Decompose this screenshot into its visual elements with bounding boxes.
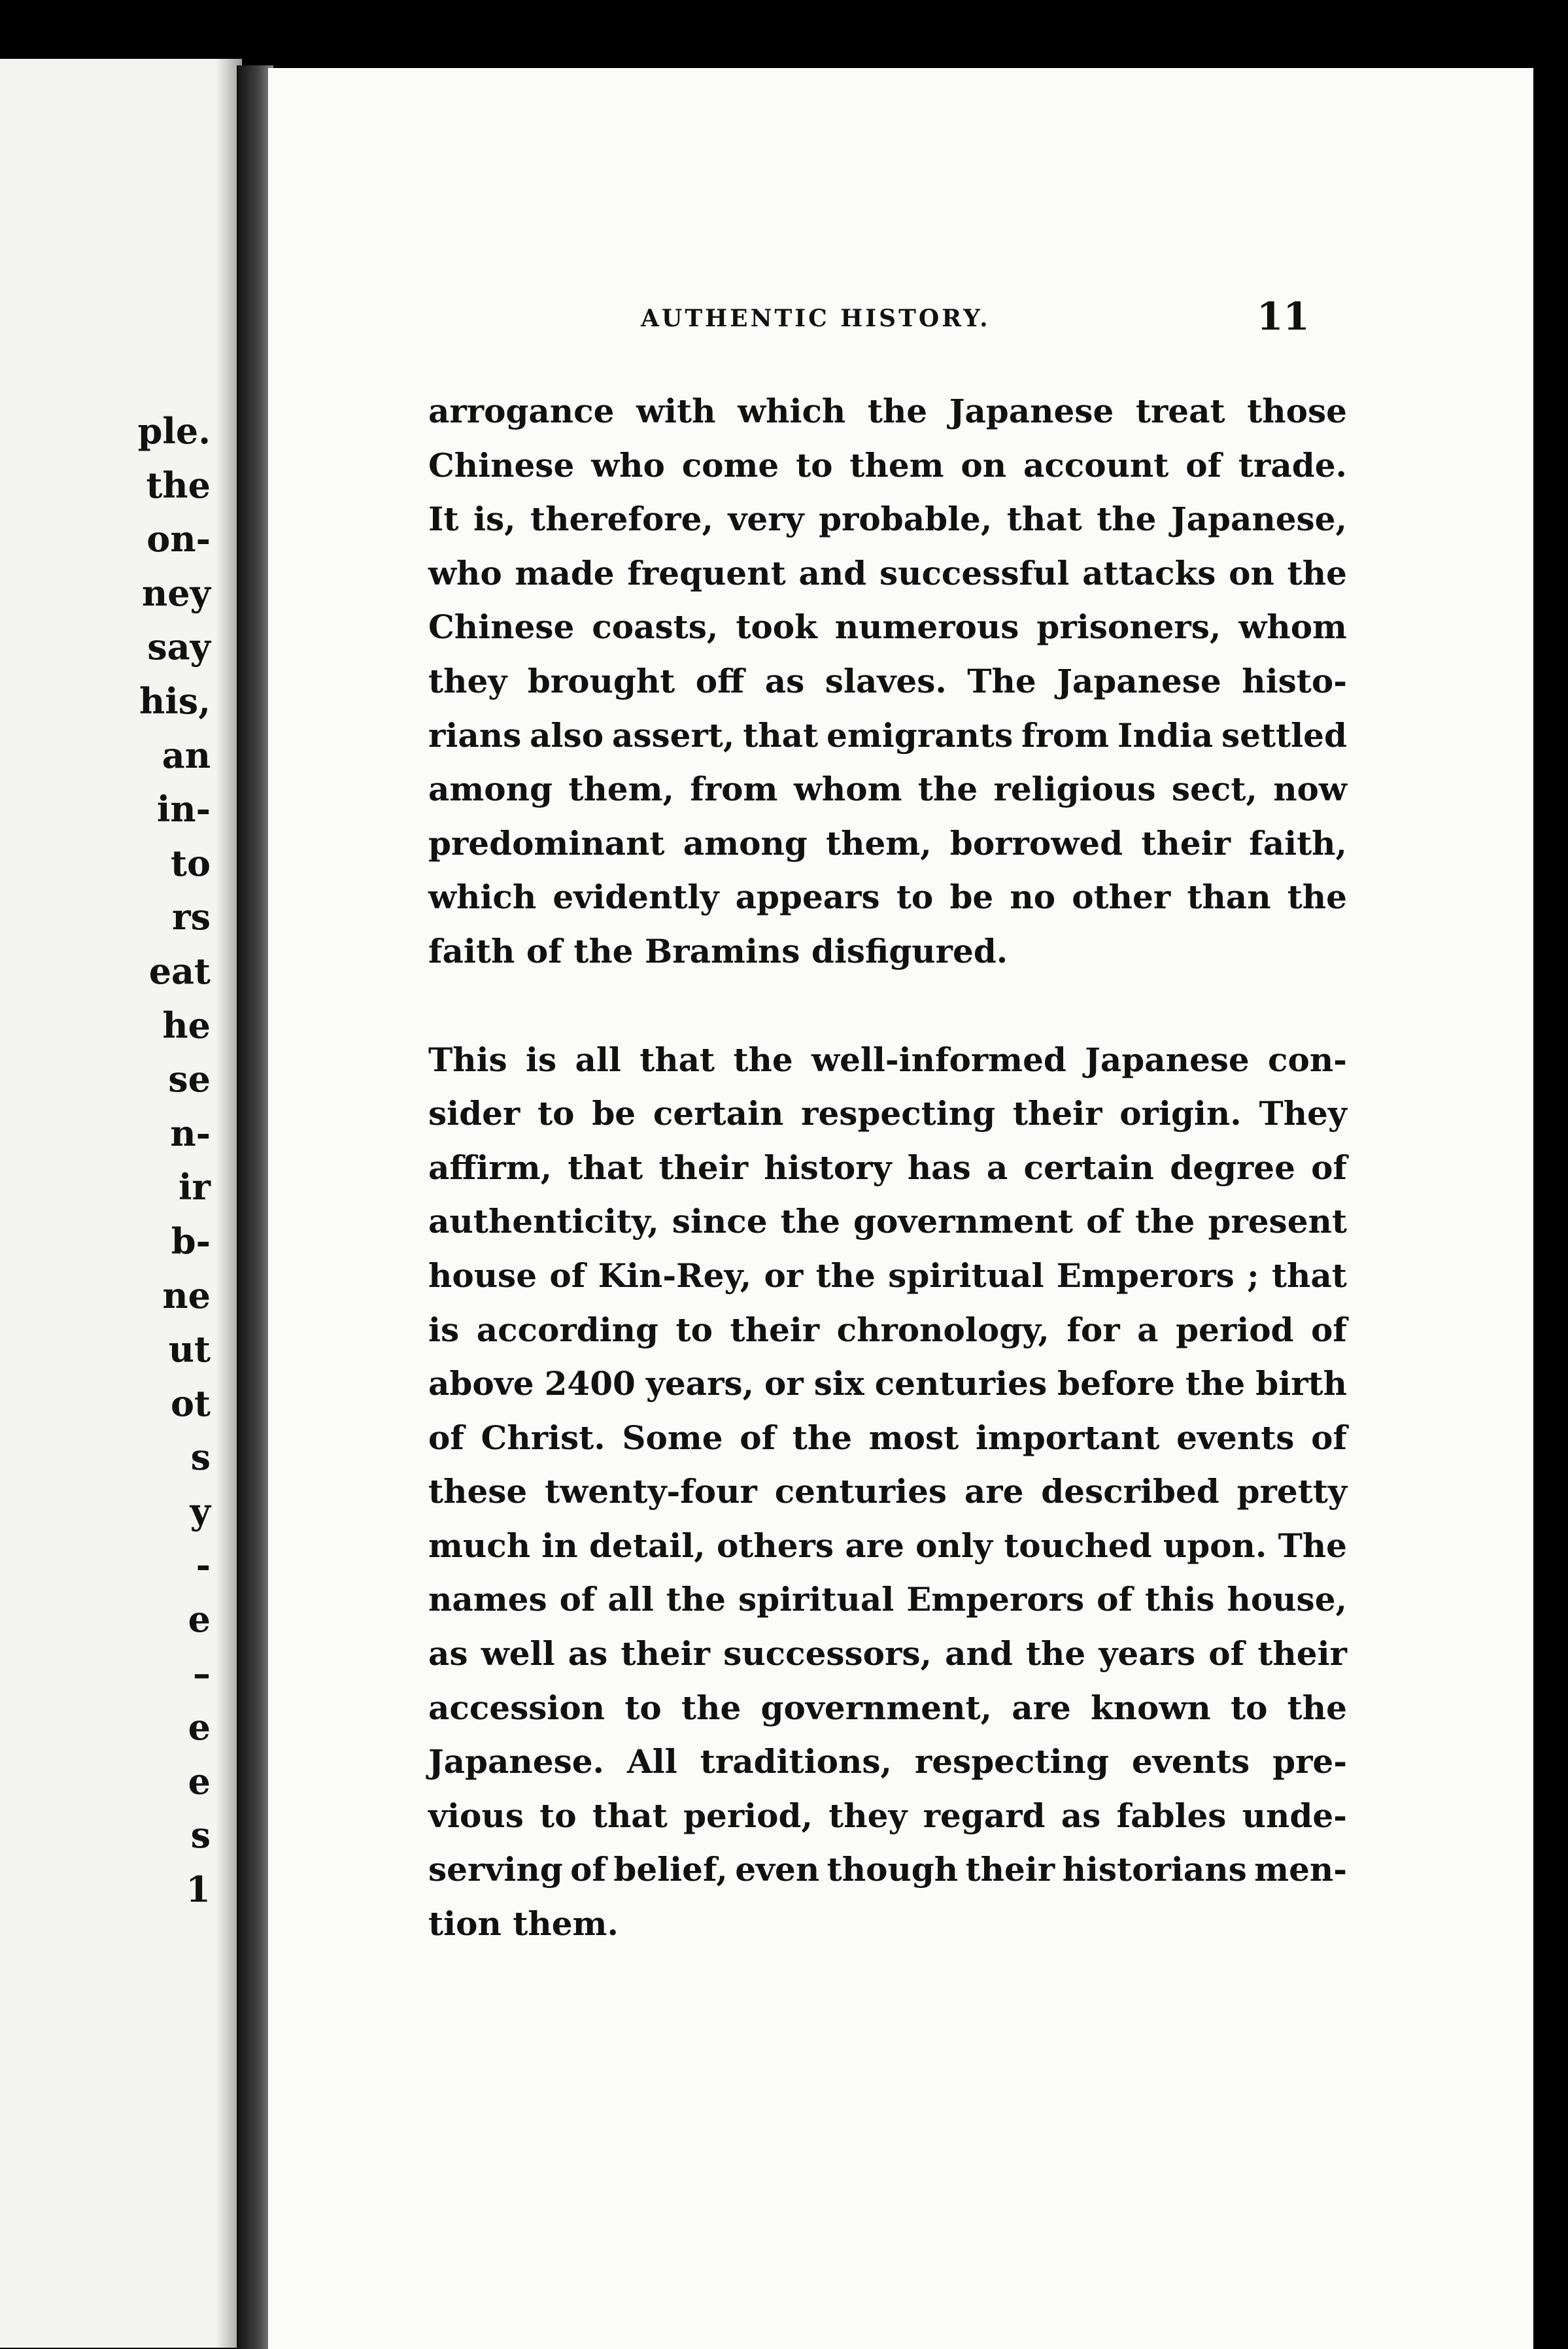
text-line — [428, 1411, 1347, 1466]
word: centuries — [774, 1472, 947, 1511]
word: the — [573, 931, 634, 970]
page-number: 11 — [1257, 294, 1310, 339]
word: they — [828, 1796, 908, 1835]
word: come — [681, 445, 779, 485]
word: the — [666, 1580, 726, 1619]
word: borrowed — [949, 823, 1123, 863]
word: degree — [1170, 1148, 1295, 1187]
previous-page-fragment-line: - — [196, 1544, 211, 1586]
word: of — [570, 1850, 606, 1889]
word: as — [764, 661, 805, 700]
word: this — [1144, 1580, 1215, 1619]
word: house, — [1227, 1580, 1347, 1619]
word: before — [1057, 1364, 1175, 1403]
word: The — [967, 661, 1036, 700]
word: be — [592, 1094, 636, 1133]
word: Japanese — [1085, 1040, 1250, 1079]
word: whom — [793, 770, 902, 809]
text-line — [428, 1735, 1347, 1789]
word: Japanese, — [1170, 500, 1347, 539]
word: them, — [826, 823, 932, 863]
previous-page-fragment-line: ney — [142, 572, 211, 614]
previous-page-fragment-line: ot — [171, 1382, 211, 1424]
word: no — [1010, 878, 1056, 917]
word: their — [1141, 823, 1231, 863]
word: tion — [428, 1904, 502, 1944]
word: those — [1247, 392, 1347, 430]
word: ; — [1247, 1256, 1259, 1295]
word: successors, — [723, 1634, 932, 1673]
word: are — [1012, 1688, 1071, 1727]
word: con- — [1268, 1040, 1347, 1079]
body-text — [428, 385, 1347, 1951]
word: They — [1259, 1094, 1347, 1133]
word: predominant — [428, 823, 665, 863]
previous-page-fragment-line: e — [188, 1598, 211, 1641]
word: arrogance — [428, 392, 615, 430]
previous-page-fragment-line: ple. — [137, 410, 211, 452]
word: are — [845, 1526, 904, 1565]
word: other — [1072, 878, 1171, 917]
word: events — [1176, 1418, 1295, 1457]
previous-page-fragment-line: his, — [139, 679, 211, 722]
word: of — [1311, 1418, 1347, 1457]
word: faith — [428, 931, 515, 970]
word: pre- — [1272, 1742, 1347, 1781]
previous-page-fragment-line: s — [190, 1436, 211, 1479]
word: on — [1229, 553, 1274, 592]
text-line — [428, 1087, 1347, 1141]
word: the — [1287, 878, 1347, 917]
word: described — [1041, 1472, 1219, 1511]
word: to — [624, 1688, 662, 1727]
previous-page-fragment-line: he — [162, 1004, 211, 1046]
word: government — [853, 1202, 1074, 1241]
word: is — [526, 1040, 557, 1079]
word: which — [738, 392, 846, 430]
word: of — [1311, 1148, 1347, 1187]
word: certain — [653, 1094, 784, 1133]
word: events — [1131, 1742, 1250, 1781]
word: government, — [760, 1688, 992, 1727]
word: a — [986, 1148, 1008, 1187]
word: birth — [1255, 1364, 1347, 1403]
word: Christ. — [481, 1418, 605, 1457]
word: Chinese — [428, 608, 575, 647]
word: of — [549, 1256, 586, 1295]
word: the — [1287, 553, 1347, 592]
word: treat — [1135, 392, 1225, 430]
word: of — [526, 931, 562, 970]
word: coasts, — [592, 608, 719, 647]
text-line — [428, 817, 1347, 871]
word: all — [575, 1040, 621, 1079]
word: Japanese — [949, 392, 1114, 430]
word: well-informed — [811, 1040, 1066, 1079]
word: Chinese — [428, 445, 575, 485]
word: and — [798, 553, 867, 592]
text-line — [428, 1465, 1347, 1519]
word: rians — [428, 715, 522, 755]
word: pretty — [1236, 1472, 1347, 1511]
word: their — [730, 1310, 820, 1349]
word: Bramins — [644, 931, 800, 970]
word: accession — [428, 1688, 605, 1727]
word: names — [428, 1580, 547, 1619]
text-line — [428, 1303, 1347, 1358]
word: vious — [428, 1796, 524, 1835]
word: the — [815, 1256, 876, 1295]
word: a — [1137, 1310, 1159, 1349]
word: are — [964, 1472, 1024, 1511]
word: their — [1257, 1634, 1347, 1673]
word: much — [428, 1526, 531, 1565]
word: which — [428, 878, 537, 917]
word: that — [743, 715, 819, 755]
word: belief, — [613, 1850, 728, 1889]
previous-page-fragment-line: n- — [170, 1112, 211, 1154]
previous-page-fragment-line: in- — [156, 788, 211, 831]
word: that — [1006, 500, 1082, 539]
word: histo- — [1242, 661, 1347, 700]
word: unde- — [1242, 1796, 1347, 1835]
word: since — [672, 1202, 768, 1241]
previous-page-fragment-line: s — [190, 1814, 211, 1857]
previous-page-fragment-line: rs — [172, 896, 211, 938]
word: the — [1185, 1364, 1246, 1403]
word: twenty-four — [545, 1472, 757, 1511]
word: to — [537, 1094, 575, 1133]
word: frequent — [627, 553, 786, 592]
text-line — [428, 925, 1347, 979]
word: even — [735, 1850, 820, 1889]
word: among — [683, 823, 808, 863]
word: serving — [428, 1850, 563, 1889]
previous-page-fragment-line: to — [171, 842, 211, 884]
previous-page-fragment — [0, 59, 242, 2348]
previous-page-fragment-line: the — [146, 464, 211, 506]
word: numerous — [834, 608, 1019, 647]
previous-page-fragment-line: se — [168, 1058, 211, 1101]
word: them — [849, 445, 944, 485]
word: of — [1097, 1580, 1133, 1619]
word: only — [915, 1526, 993, 1565]
word: the — [681, 1688, 741, 1727]
word: is — [428, 1310, 460, 1349]
word: for — [1066, 1310, 1120, 1349]
word: It — [428, 500, 459, 539]
word: respecting — [914, 1742, 1109, 1781]
text-line — [428, 1195, 1347, 1249]
word: as — [568, 1634, 608, 1673]
word: six — [813, 1364, 864, 1403]
word: slaves. — [825, 661, 947, 700]
text-line — [428, 1573, 1347, 1627]
word: their — [621, 1634, 711, 1673]
word: to — [1230, 1688, 1268, 1727]
word: to — [675, 1310, 713, 1349]
word: to — [896, 878, 934, 917]
text-line — [428, 492, 1347, 547]
word: made — [515, 553, 615, 592]
previous-page-fragment-line: ir — [179, 1166, 211, 1209]
word: took — [736, 608, 817, 647]
previous-page-fragment-line: y — [190, 1490, 211, 1532]
word: the — [1025, 1634, 1086, 1673]
word: Japanese — [1057, 661, 1221, 700]
word: to — [796, 445, 833, 485]
word: on — [961, 445, 1007, 485]
previous-page-fragment-line: ut — [168, 1328, 211, 1371]
word: or — [764, 1256, 804, 1295]
word: with — [636, 392, 716, 430]
word: of — [1311, 1310, 1347, 1349]
word: as — [428, 1634, 468, 1673]
text-line — [428, 1249, 1347, 1303]
word: also — [530, 715, 604, 755]
word: is, — [473, 500, 516, 539]
word: they — [428, 661, 507, 700]
text-line — [428, 870, 1347, 925]
word: assert, — [611, 715, 735, 755]
word: emigrants — [827, 715, 1014, 755]
word: though — [827, 1850, 959, 1889]
word: the — [1135, 1202, 1195, 1241]
word: spiritual — [738, 1580, 895, 1619]
text-line — [428, 385, 1347, 439]
word: fables — [1116, 1796, 1227, 1835]
word: appears — [735, 878, 880, 917]
word: now — [1273, 770, 1347, 809]
word: historians — [1062, 1850, 1247, 1889]
word: them, — [568, 770, 674, 809]
running-head: AUTHENTIC HISTORY. — [641, 305, 991, 332]
word: that — [639, 1040, 715, 1079]
word: touched — [1004, 1526, 1152, 1565]
word: attacks — [1082, 553, 1216, 592]
word: religious — [993, 770, 1156, 809]
word: has — [907, 1148, 971, 1187]
word: of — [740, 1418, 776, 1457]
word: be — [949, 878, 994, 917]
word: of — [1208, 1634, 1245, 1673]
word: of — [559, 1580, 596, 1619]
text-line — [428, 1141, 1347, 1195]
word: Kin-Rey, — [598, 1256, 752, 1295]
word: Some — [622, 1418, 723, 1457]
word: these — [428, 1472, 528, 1511]
previous-page-fragment-line: e — [188, 1706, 211, 1749]
word: that — [592, 1796, 668, 1835]
word: others — [716, 1526, 834, 1565]
word: Emperors — [906, 1580, 1085, 1619]
word: upon. — [1163, 1526, 1267, 1565]
word: of — [428, 1418, 464, 1457]
word: regard — [923, 1796, 1046, 1835]
word: sider — [428, 1094, 520, 1133]
word: the — [867, 392, 928, 430]
word: off — [695, 661, 745, 700]
word: account — [1023, 445, 1169, 485]
word: house — [428, 1256, 537, 1295]
word: the — [733, 1040, 793, 1079]
word: the — [1097, 500, 1157, 539]
word: This — [428, 1040, 507, 1079]
word: very — [728, 500, 804, 539]
word: detail, — [588, 1526, 706, 1565]
word: Japanese. — [428, 1742, 604, 1781]
previous-page-fragment-line: on- — [146, 518, 211, 560]
word: their — [965, 1850, 1055, 1889]
word: chronology, — [836, 1310, 1049, 1349]
word: in — [541, 1526, 578, 1565]
word: who — [591, 445, 665, 485]
word: whom — [1238, 608, 1347, 647]
word: 2400 — [544, 1364, 636, 1403]
word: authenticity, — [428, 1202, 659, 1241]
word: well — [481, 1634, 555, 1673]
previous-page-line-endings — [138, 404, 211, 1917]
word: respecting — [801, 1094, 996, 1133]
previous-page-fragment-line: ne — [162, 1274, 211, 1316]
word: India — [1117, 715, 1214, 755]
text-line — [428, 655, 1347, 709]
text-line — [428, 1033, 1347, 1088]
word: the — [1287, 1688, 1347, 1727]
text-line — [428, 1357, 1347, 1411]
word: affirm, — [428, 1148, 553, 1187]
word: prisoners, — [1036, 608, 1221, 647]
word: traditions, — [700, 1742, 892, 1781]
word: The — [1278, 1526, 1347, 1565]
text-line — [428, 547, 1347, 601]
word: of — [1086, 1202, 1122, 1241]
text-line — [428, 1843, 1347, 1897]
word: the — [792, 1418, 853, 1457]
word: to — [539, 1796, 577, 1835]
word: period, — [683, 1796, 813, 1835]
word: All — [626, 1742, 677, 1781]
word: spiritual — [888, 1256, 1044, 1295]
word: present — [1208, 1202, 1347, 1241]
word: most — [868, 1418, 959, 1457]
text-line — [428, 600, 1347, 655]
previous-page-fragment-line: e — [188, 1760, 211, 1802]
scan-border — [1533, 52, 1568, 2349]
word: probable, — [819, 500, 993, 539]
word: known — [1091, 1688, 1211, 1727]
word: as — [1061, 1796, 1101, 1835]
word: origin. — [1119, 1094, 1242, 1133]
word: settled — [1221, 715, 1347, 755]
word: above — [428, 1364, 534, 1403]
previous-page-fragment-line: an — [162, 734, 211, 776]
word: among — [428, 770, 553, 809]
previous-page-fragment-line: 1 — [186, 1868, 211, 1911]
word: from — [690, 770, 778, 809]
word: who — [428, 553, 502, 592]
paragraph-break — [428, 979, 1347, 1033]
word: evidently — [553, 878, 719, 917]
word: of — [1185, 445, 1222, 485]
word: trade. — [1238, 445, 1347, 485]
word: their — [658, 1148, 749, 1187]
word: all — [607, 1580, 654, 1619]
word: than — [1187, 878, 1271, 917]
word: therefore, — [530, 500, 713, 539]
word: certain — [1023, 1148, 1154, 1187]
word: from — [1021, 715, 1110, 755]
previous-page-fragment-line: b- — [171, 1220, 211, 1262]
word: men- — [1254, 1850, 1347, 1889]
previous-page-fragment-line: eat — [148, 950, 211, 992]
previous-page-fragment-line: – — [193, 1652, 211, 1694]
word: centuries — [874, 1364, 1048, 1403]
word: the — [917, 770, 978, 809]
word: them. — [513, 1904, 619, 1944]
word: and — [945, 1634, 1013, 1673]
text-line — [428, 439, 1347, 493]
word: years, — [645, 1364, 754, 1403]
word: disfigured. — [811, 931, 1008, 970]
word: the — [780, 1202, 840, 1241]
word: important — [975, 1418, 1160, 1457]
word: their — [1012, 1094, 1102, 1133]
word: period — [1176, 1310, 1294, 1349]
previous-page-fragment-line: say — [147, 626, 211, 668]
word: according — [476, 1310, 658, 1349]
text-line — [428, 709, 1347, 763]
word: faith, — [1249, 823, 1347, 863]
word: or — [764, 1364, 804, 1403]
word: years — [1099, 1634, 1196, 1673]
text-line — [428, 763, 1347, 817]
word: that — [1271, 1256, 1347, 1295]
text-line — [428, 1519, 1347, 1573]
word: history — [764, 1148, 892, 1187]
text-line — [428, 1897, 1347, 1951]
text-line — [428, 1789, 1347, 1843]
word: successful — [879, 553, 1070, 592]
text-line — [428, 1627, 1347, 1681]
word: Emperors — [1056, 1256, 1235, 1295]
text-line — [428, 1681, 1347, 1736]
word: that — [568, 1148, 643, 1187]
word: sect, — [1171, 770, 1257, 809]
word: brought — [527, 661, 675, 700]
